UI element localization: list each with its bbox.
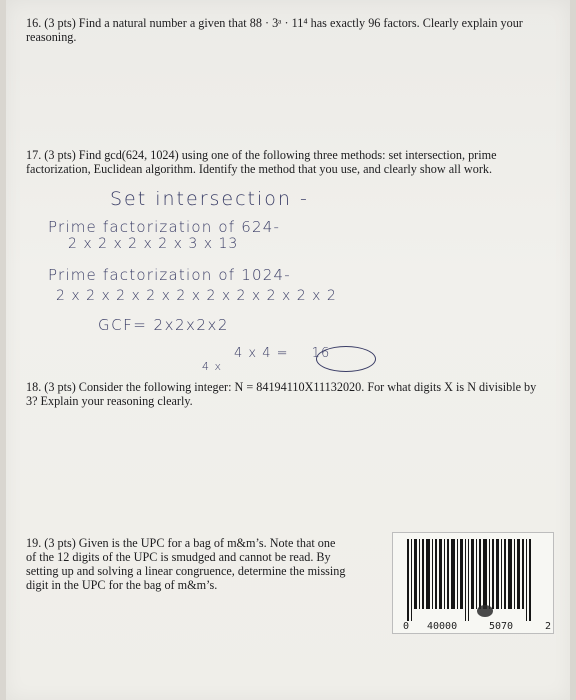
- question-18: [26, 380, 546, 408]
- question-16: [26, 16, 546, 44]
- upc-digits: [401, 621, 551, 633]
- handwriting-answer: 16: [311, 346, 331, 361]
- upc-middle-left: 40000: [427, 621, 458, 632]
- answer-circle: [316, 346, 376, 372]
- handwriting-product: 4 x 4 =: [234, 346, 289, 361]
- question-number: 19.: [26, 536, 42, 550]
- handwriting-line-2: Prime factorization of 624-: [48, 218, 281, 236]
- question-17: [26, 148, 546, 176]
- upc-right-digit: 2: [545, 621, 552, 632]
- worksheet-page: [6, 0, 570, 700]
- question-text: (3 pts) Find a natural number a given that 88 · 3ᵃ · 11⁴ has exactly 96 factors. Clearly explain your reasoning.: [26, 16, 523, 44]
- handwriting-line-1: Set intersection -: [110, 188, 309, 210]
- upc-middle-right: 5070: [489, 621, 514, 632]
- handwriting-line-3: 2 x 2 x 2 x 2 x 3 x 13: [68, 236, 239, 252]
- handwriting-line-8: 4 x: [202, 360, 223, 373]
- upc-left-digit: 0: [403, 621, 410, 632]
- handwriting-line-4: Prime factorization of 1024-: [48, 266, 291, 284]
- question-text: (3 pts) Consider the following integer: N = 84194110X11132020. For what digits X is N divisible by 3? Explain your reasoning clearly.: [26, 380, 537, 408]
- question-number: 18.: [26, 380, 42, 394]
- upc-barcode: [392, 532, 554, 634]
- question-number: 16.: [26, 16, 42, 30]
- question-19: [26, 536, 346, 592]
- question-text: (3 pts) Given is the UPC for a bag of m&m’s. Note that one of the 12 digits of the UPC is smudged and cannot be read. By setting up and solving a linear congruence, determine the missing digit in the UPC for the bag of m&m’s.: [26, 536, 346, 592]
- handwriting-line-5: 2 x 2 x 2 x 2 x 2 x 2 x 2 x 2 x 2 x 2: [56, 288, 337, 304]
- smudge-mark: [477, 605, 493, 617]
- question-number: 17.: [26, 148, 42, 162]
- barcode-bars: [407, 539, 535, 621]
- question-text: (3 pts) Find gcd(624, 1024) using one of the following three methods: set intersection, prime factorization, Euclidean algorithm. Identify the method that you use, and clearly show all work.: [26, 148, 497, 176]
- handwriting-line-6: GCF= 2x2x2x2: [98, 316, 229, 334]
